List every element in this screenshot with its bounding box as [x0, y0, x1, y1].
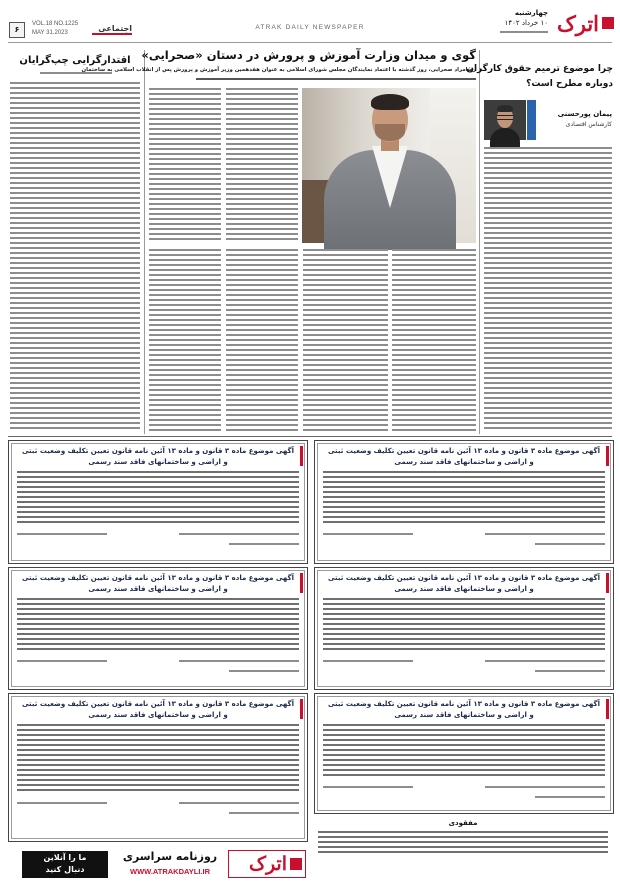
- header-date: ۱۰ خرداد ۱۴۰۲: [504, 19, 548, 27]
- notice-subtitle: و اراضی و ساختمانهای فاقد سند رسمی: [88, 585, 228, 593]
- header-logo: [550, 8, 614, 38]
- notice-title: آگهی موضوع ماده ۳ قانون و ماده ۱۳ آئین نامه قانون تعیین تکلیف وضعیت ثبتی: [327, 447, 601, 455]
- ads-rule: [8, 436, 612, 437]
- main-lead-line-2: [196, 78, 476, 80]
- header-weekday: چهارشنبه: [514, 9, 548, 17]
- column-divider: [144, 50, 145, 434]
- notice-date-line: [17, 533, 107, 535]
- land-registry-notice: [8, 567, 308, 690]
- notice-body: [17, 724, 299, 794]
- notice-id-line: [229, 670, 299, 672]
- land-registry-notice: [8, 693, 308, 842]
- photo-hair: [371, 94, 409, 110]
- notice-subtitle: و اراضی و ساختمانهای فاقد سند رسمی: [88, 711, 228, 719]
- notice-title: آگهی موضوع ماده ۳ قانون و ماده ۱۳ آئین نامه قانون تعیین تکلیف وضعیت ثبتی: [327, 700, 601, 708]
- notice-subtitle: و اراضی و ساختمانهای فاقد سند رسمی: [394, 711, 534, 719]
- main-article-body: [149, 88, 221, 243]
- notice-body: [323, 598, 605, 653]
- banner-logo: [228, 850, 306, 878]
- notice-date-line: [485, 660, 605, 662]
- notice-body: [17, 598, 299, 653]
- column-divider: [479, 50, 480, 434]
- main-article-body: [226, 88, 298, 243]
- notice-date-line: [485, 786, 605, 788]
- notice-subtitle: و اراضی و ساختمانهای فاقد سند رسمی: [88, 458, 228, 466]
- header-issue-line: [500, 31, 548, 33]
- banner-tagline: روزنامه سراسری: [122, 850, 218, 863]
- right-article-body: [484, 147, 612, 432]
- notice-date-line: [323, 786, 413, 788]
- notice-title: آگهی موضوع ماده ۳ قانون و ماده ۱۳ آئین نامه قانون تعیین تکلیف وضعیت ثبتی: [21, 447, 295, 455]
- notice-id-line: [535, 796, 605, 798]
- notice-title: آگهی موضوع ماده ۳ قانون و ماده ۱۳ آئین نامه قانون تعیین تکلیف وضعیت ثبتی: [21, 574, 295, 582]
- banner-url: WWW.ATRAKDAYLI.IR: [130, 867, 210, 876]
- paper-name-english: ATRAK DAILY NEWSPAPER: [255, 24, 365, 31]
- main-article-body: [392, 249, 476, 432]
- right-article-title-2: دوباره مطرح است؟: [526, 79, 613, 89]
- logo-mark-icon: [602, 17, 614, 29]
- notice-title: آگهی موضوع ماده ۳ قانون و ماده ۱۳ آئین نامه قانون تعیین تکلیف وضعیت ثبتی: [21, 700, 295, 708]
- author-body: [490, 128, 520, 148]
- notice-date-line: [323, 660, 413, 662]
- notice-date-line: [179, 533, 299, 535]
- notice-date-line: [17, 802, 107, 804]
- promo-banner: [20, 848, 308, 881]
- notice-id-line: [535, 543, 605, 545]
- notice-body: [17, 471, 299, 526]
- notice-date-line: [323, 533, 413, 535]
- notice-id-line: [535, 670, 605, 672]
- main-lead-line: رضامراد صحرایی، روز گذشته با اعتماد نمایندگان مجلس شورای اسلامی به عنوان هفدهمین وزیر آموزش و پرورش پس از انقلاب اسلامی به ساختمان: [81, 67, 476, 73]
- follow-online-box: [22, 851, 108, 878]
- notice-id-line: [229, 812, 299, 814]
- notice-subtitle: و اراضی و ساختمانهای فاقد سند رسمی: [394, 458, 534, 466]
- follow-line-1: ما را آنلاین: [43, 853, 87, 862]
- author-glasses-icon: [497, 115, 513, 120]
- notice-id-line: [229, 543, 299, 545]
- notice-title: آگهی موضوع ماده ۳ قانون و ماده ۱۳ آئین نامه قانون تعیین تکلیف وضعیت ثبتی: [327, 574, 601, 582]
- land-registry-notice: [8, 440, 308, 564]
- left-article-body: [10, 82, 140, 432]
- photo-beard: [375, 124, 405, 141]
- note-label-strip: [527, 100, 536, 140]
- author-photo: [484, 100, 526, 140]
- left-article-title: اقتدارگرایی چپ‌گرایان: [19, 55, 131, 66]
- main-article-body: [149, 249, 221, 432]
- author-name: پیمان پورحسنی: [557, 110, 612, 118]
- notice-date-line: [17, 660, 107, 662]
- lost-notice-title: مفقودی: [448, 819, 478, 827]
- notice-subtitle: و اراضی و ساختمانهای فاقد سند رسمی: [394, 585, 534, 593]
- right-article-title: چرا موضوع ترمیم حقوق کارگران: [466, 64, 613, 74]
- land-registry-notice: [314, 440, 614, 564]
- banner-logo-wordmark: اترک: [248, 852, 287, 875]
- page-number: ۶: [9, 22, 25, 38]
- land-registry-notice: [314, 567, 614, 690]
- main-article-body: [226, 249, 298, 432]
- author-hair: [497, 105, 513, 112]
- notice-body: [323, 471, 605, 526]
- notice-date-line: [179, 660, 299, 662]
- section-label: اجتماعی: [92, 24, 132, 35]
- notice-body: [323, 724, 605, 779]
- banner-logo-mark-icon: [290, 858, 302, 870]
- lost-notice: [314, 817, 612, 857]
- minister-photo: [302, 88, 476, 243]
- notice-date-line: [485, 533, 605, 535]
- notice-date-line: [179, 802, 299, 804]
- date-english: MAY 31.2023: [32, 30, 68, 36]
- logo-wordmark: اترک: [556, 10, 599, 36]
- lost-notice-body: [318, 831, 608, 853]
- follow-line-2: دنبال کنید: [45, 865, 85, 874]
- volume-number: VOL.18 NO.1225: [32, 21, 79, 27]
- author-role: کارشناس اقتصادی: [565, 121, 612, 128]
- main-headline: گوی و میدان وزارت آموزش و پرورش در دستان «صحرایی»: [141, 48, 476, 62]
- header-rule: [8, 42, 612, 43]
- main-article-body: [303, 249, 388, 432]
- land-registry-notice: [314, 693, 614, 814]
